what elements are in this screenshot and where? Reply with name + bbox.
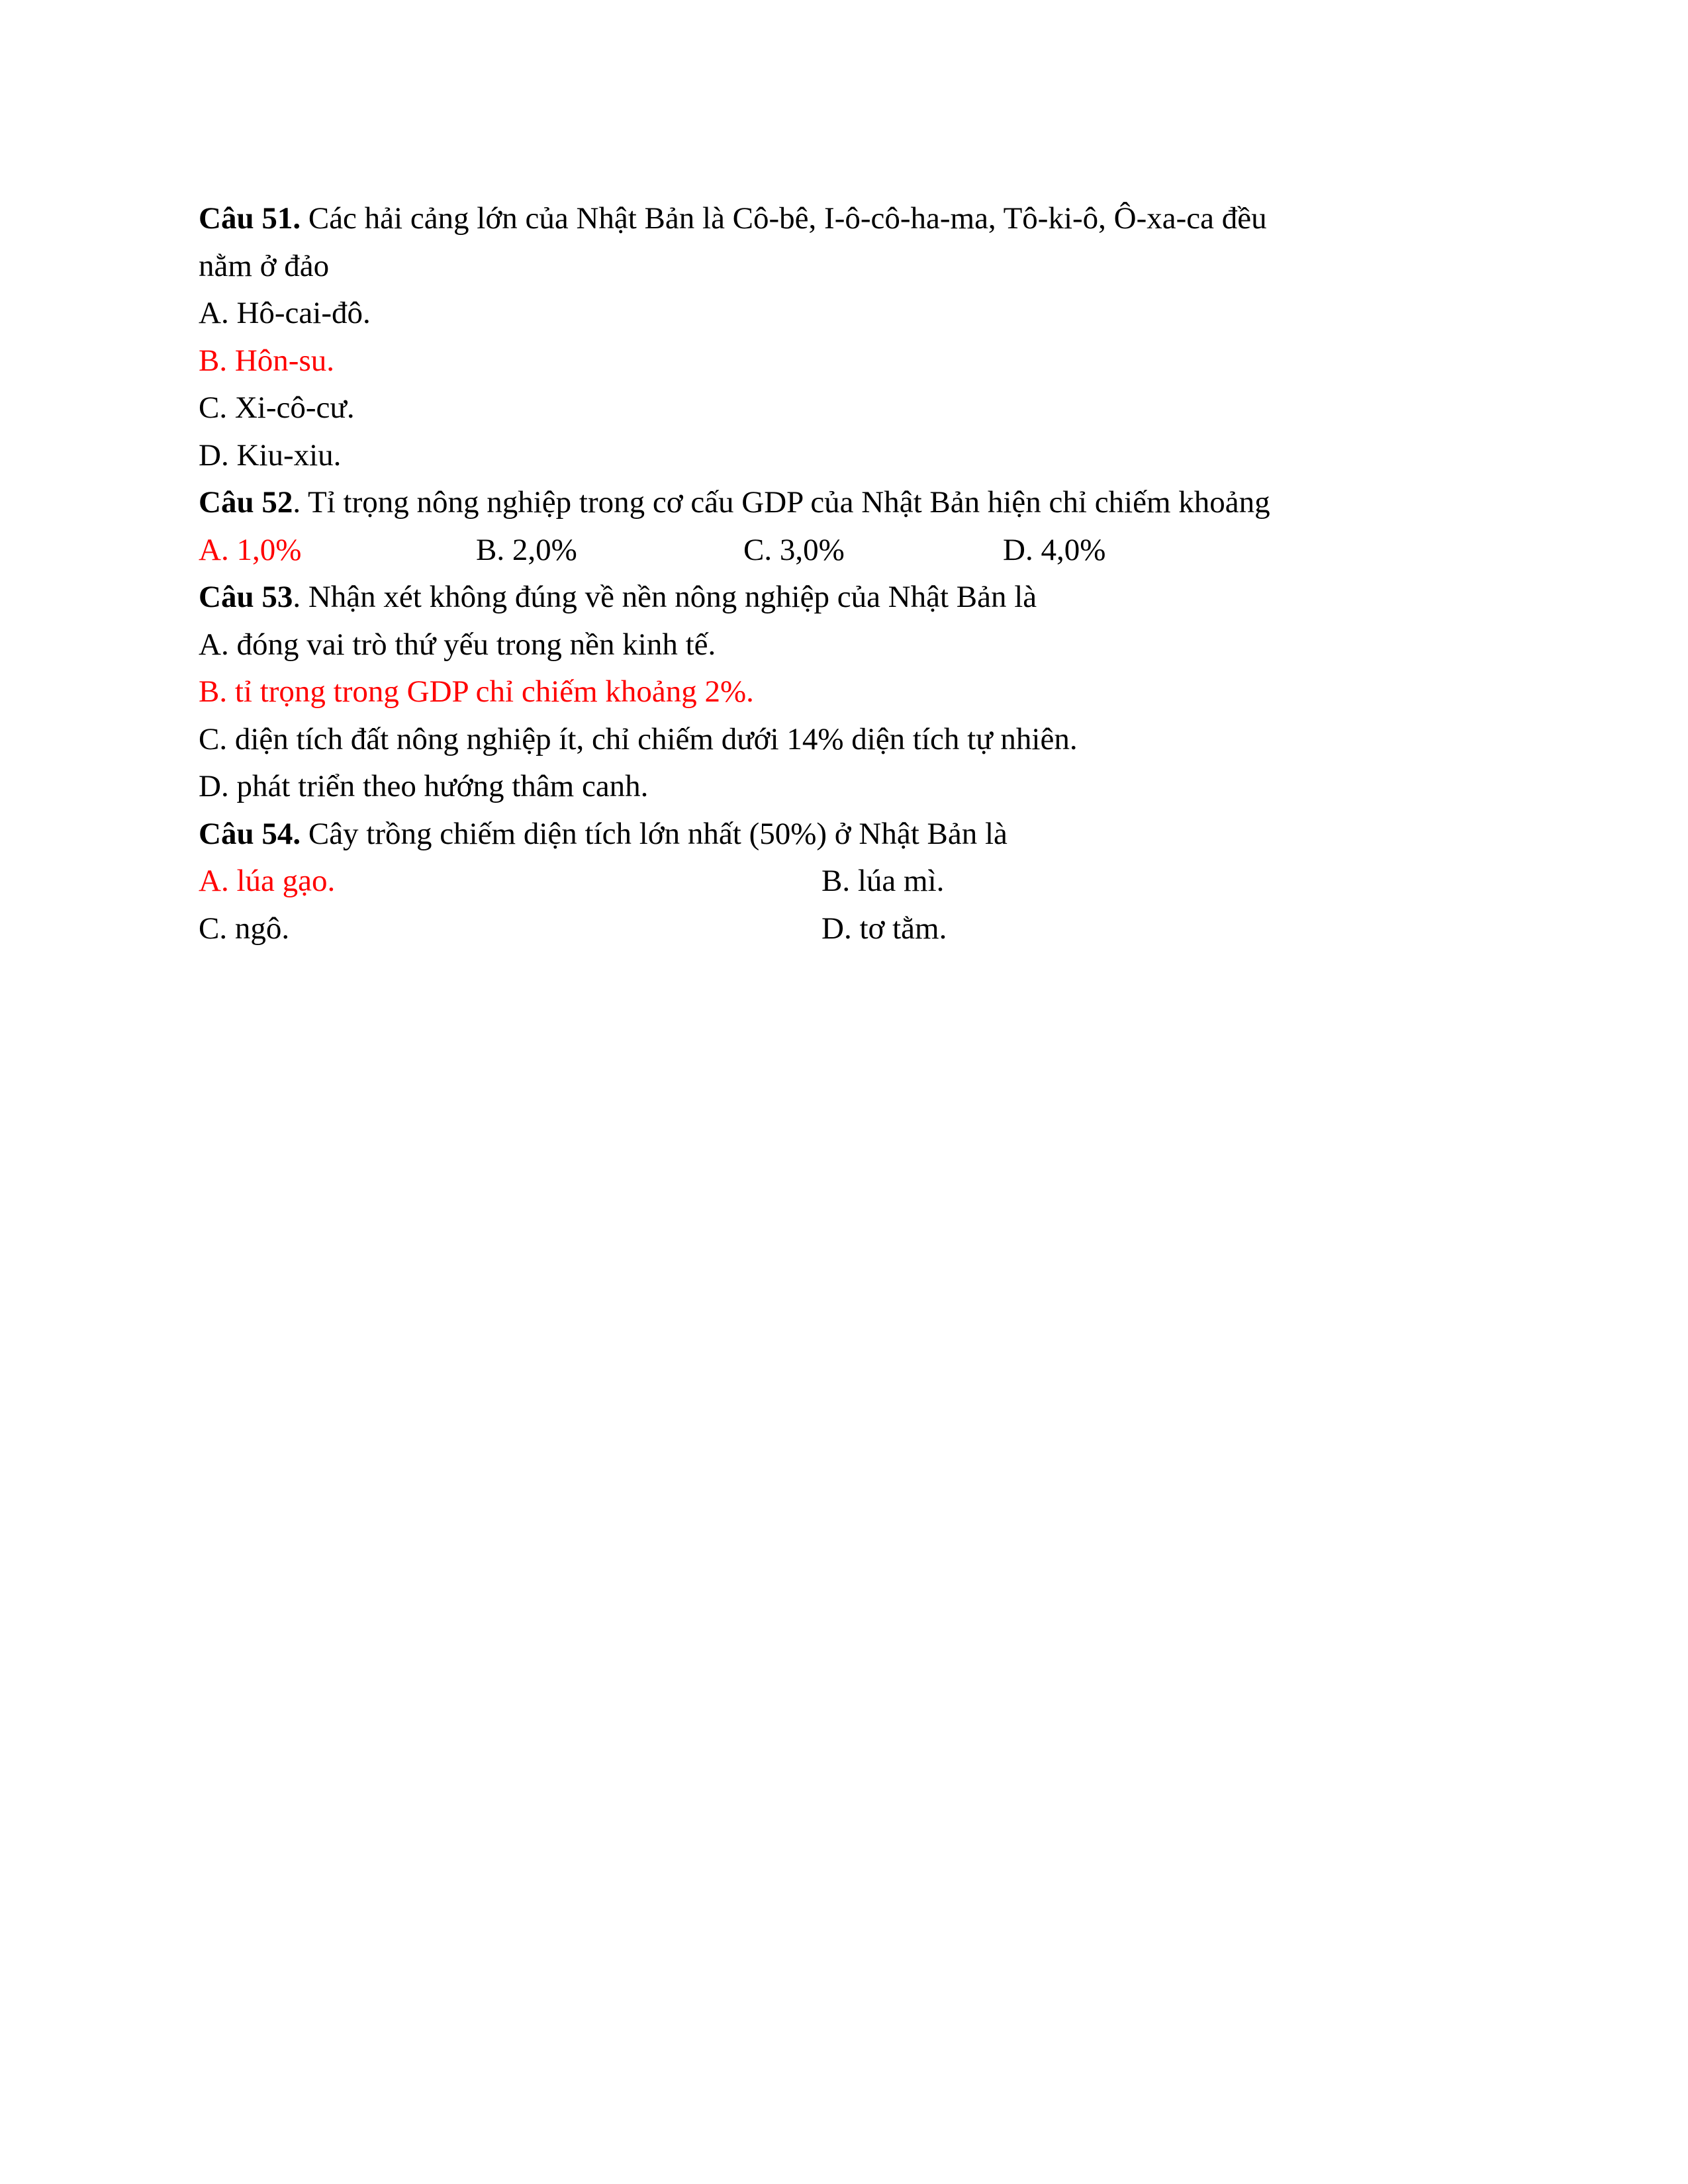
question-number: Câu 53 xyxy=(199,580,293,614)
option-d: D. phát triển theo hướng thâm canh. xyxy=(199,769,649,803)
question-number: Câu 52 xyxy=(199,485,293,520)
question-text: . Nhận xét không đúng về nền nông nghiệp của Nhật Bản là xyxy=(293,580,1037,614)
question-stem xyxy=(199,574,1496,621)
question-52 xyxy=(199,479,1496,574)
options-row-1 xyxy=(199,858,1496,905)
question-stem xyxy=(199,811,1496,858)
question-text: Cây trồng chiếm diện tích lớn nhất (50%) ở Nhật Bản là xyxy=(301,816,1008,851)
question-text-continued: nằm ở đảo xyxy=(199,248,330,283)
option-b-correct: B. tỉ trọng trong GDP chỉ chiếm khoảng 2%. xyxy=(199,674,754,709)
question-stem xyxy=(199,195,1496,243)
question-stem xyxy=(199,479,1496,527)
options-row-2 xyxy=(199,905,1496,953)
document-page xyxy=(199,195,1496,952)
option-a: A. đóng vai trò thứ yếu trong nền kinh tế. xyxy=(199,627,716,662)
option-c: C. diện tích đất nông nghiệp ít, chỉ chiếm dưới 14% diện tích tự nhiên. xyxy=(199,721,1078,756)
option-b: B. lúa mì. xyxy=(821,864,945,898)
option-d: D. Kiu-xiu. xyxy=(199,437,342,473)
option-d: D. 4,0% xyxy=(1003,532,1106,567)
option-a-correct: A. 1,0% xyxy=(199,532,302,567)
question-53 xyxy=(199,574,1496,811)
question-text: Các hải cảng lớn của Nhật Bản là Cô-bê, I-ô-cô-ha-ma, Tô-ki-ô, Ô-xa-ca đều xyxy=(301,201,1267,236)
option-a: A. Hô-cai-đô. xyxy=(199,296,371,330)
option-d: D. tơ tằm. xyxy=(821,911,947,946)
option-b-correct: B. Hôn-su. xyxy=(199,343,334,378)
options-row xyxy=(199,527,1496,574)
option-c: C. ngô. xyxy=(199,911,290,946)
question-text: . Tỉ trọng nông nghiệp trong cơ cấu GDP của Nhật Bản hiện chỉ chiếm khoảng xyxy=(293,485,1270,520)
question-number: Câu 54. xyxy=(199,816,301,851)
question-number: Câu 51. xyxy=(199,201,301,236)
option-c: C. Xi-cô-cư. xyxy=(199,390,355,425)
question-54 xyxy=(199,811,1496,953)
question-51 xyxy=(199,195,1496,479)
option-b: B. 2,0% xyxy=(476,532,577,567)
option-a-correct: A. lúa gạo. xyxy=(199,864,336,898)
option-c: C. 3,0% xyxy=(743,532,845,567)
